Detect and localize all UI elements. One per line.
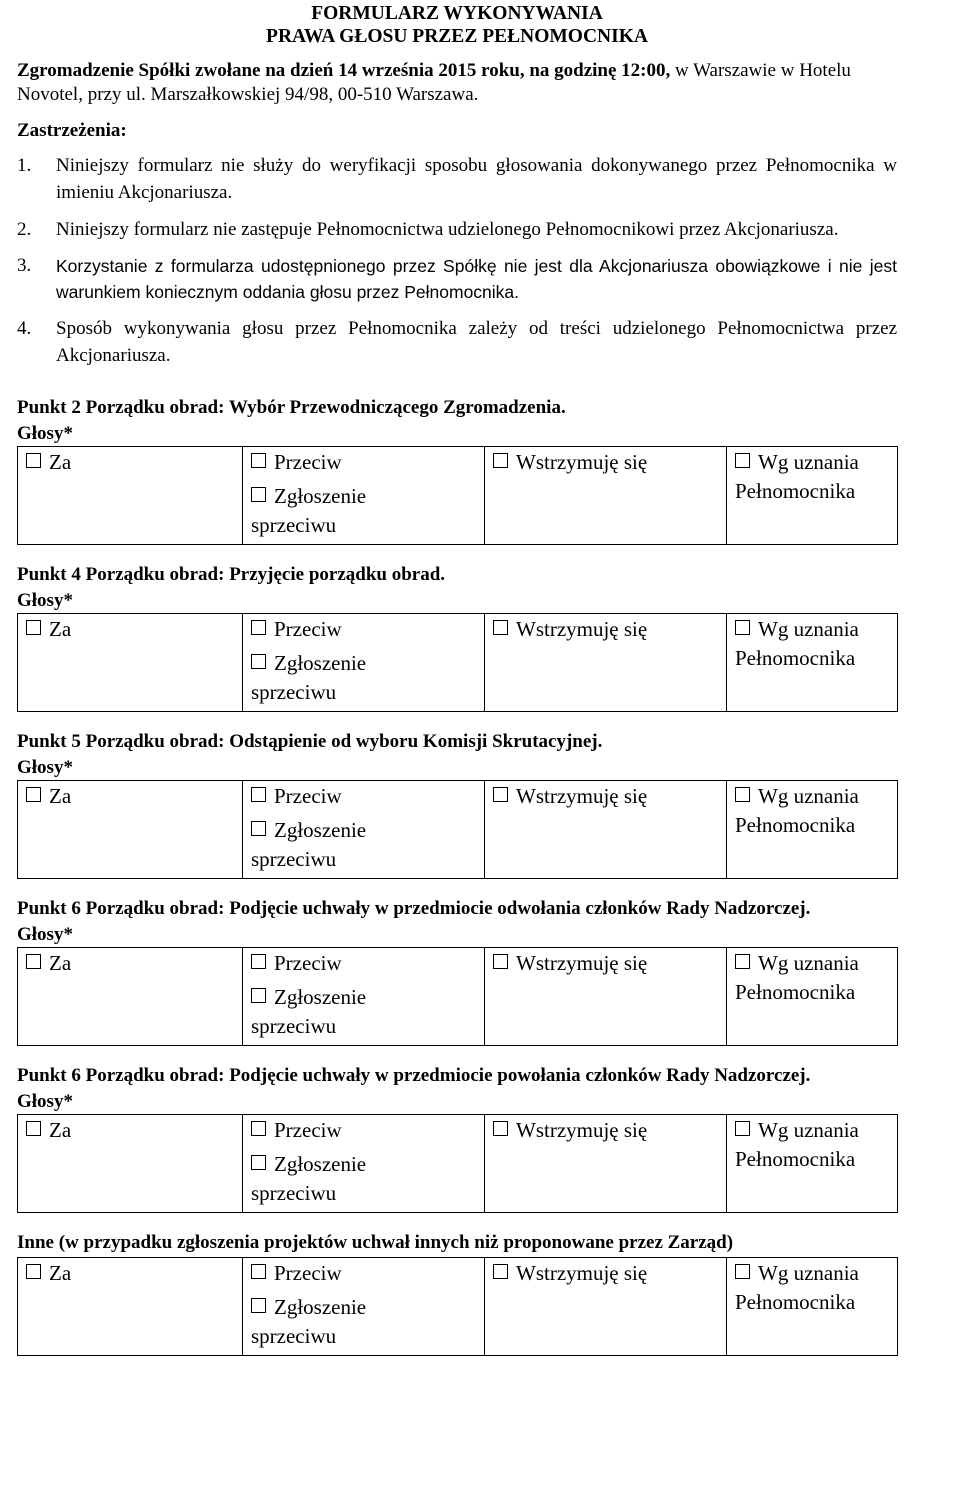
agenda-point bbox=[17, 894, 897, 1046]
option-discretion-label: Wg uznania bbox=[758, 450, 859, 474]
option-for-label: Za bbox=[49, 1261, 72, 1285]
vote-options-table bbox=[17, 446, 898, 545]
option-for-label: Za bbox=[49, 1118, 72, 1142]
agenda-point-title: Punkt 6 Porządku obrad: Podjęcie uchwały w przedmiocie odwołania członków Rady Nadzorczej. bbox=[17, 898, 811, 919]
votes-label: Głosy* bbox=[17, 423, 73, 444]
checkbox-against[interactable] bbox=[251, 1264, 266, 1279]
checkbox-objection[interactable] bbox=[251, 1298, 266, 1313]
vote-cell-against[interactable] bbox=[243, 614, 485, 712]
option-objection-label-2: sprzeciwu bbox=[251, 1181, 337, 1205]
vote-options-table bbox=[17, 947, 898, 1046]
option-against-label: Przeciw bbox=[274, 784, 342, 808]
option-for-label: Za bbox=[49, 450, 72, 474]
votes-label: Głosy* bbox=[17, 924, 73, 945]
agenda-point bbox=[17, 727, 897, 879]
form-title-line-1: FORMULARZ WYKONYWANIA bbox=[311, 3, 603, 24]
option-discretion-label: Wg uznania bbox=[758, 784, 859, 808]
checkbox-discretion[interactable] bbox=[735, 1264, 750, 1279]
checkbox-objection[interactable] bbox=[251, 988, 266, 1003]
checkbox-objection[interactable] bbox=[251, 821, 266, 836]
option-abstain-label: Wstrzymuję się bbox=[516, 450, 648, 474]
option-discretion-label: Wg uznania bbox=[758, 1118, 859, 1142]
option-discretion-label-2: Pełnomocnika bbox=[735, 646, 856, 670]
checkbox-against[interactable] bbox=[251, 620, 266, 635]
vote-cell-against[interactable] bbox=[243, 1115, 485, 1213]
option-for-label: Za bbox=[49, 617, 72, 641]
option-discretion-label: Wg uznania bbox=[758, 617, 859, 641]
votes-label: Głosy* bbox=[17, 757, 73, 778]
vote-cell-against[interactable] bbox=[243, 1258, 485, 1356]
vote-cell-against[interactable] bbox=[243, 447, 485, 545]
option-discretion-label: Wg uznania bbox=[758, 1261, 859, 1285]
vote-options-table bbox=[17, 1114, 898, 1213]
vote-cell-discretion[interactable] bbox=[727, 447, 898, 545]
agenda-point-title: Inne (w przypadku zgłoszenia projektów uchwał innych niż proponowane przez Zarząd) bbox=[17, 1232, 734, 1253]
vote-options-table bbox=[17, 1257, 898, 1356]
agenda-point-title: Punkt 2 Porządku obrad: Wybór Przewodniczącego Zgromadzenia. bbox=[17, 397, 566, 418]
option-against-label: Przeciw bbox=[274, 1118, 342, 1142]
option-objection-label-2: sprzeciwu bbox=[251, 680, 337, 704]
option-objection-label: Zgłoszenie bbox=[274, 651, 367, 675]
reservation-text: Korzystanie z formularza udostępnionego przez Spółkę nie jest dla Akcjonariusza obowiązkowe i nie jest warunkiem koniecznym oddania głosu przez Pełnomocnika. bbox=[56, 256, 897, 302]
checkbox-discretion[interactable] bbox=[735, 954, 750, 969]
vote-cell-discretion[interactable] bbox=[727, 1258, 898, 1356]
checkbox-for[interactable] bbox=[26, 1264, 41, 1279]
vote-cell-for[interactable] bbox=[18, 447, 243, 545]
vote-cell-discretion[interactable] bbox=[727, 614, 898, 712]
checkbox-discretion[interactable] bbox=[735, 787, 750, 802]
option-abstain-label: Wstrzymuję się bbox=[516, 951, 648, 975]
reservation-item bbox=[17, 216, 897, 243]
checkbox-abstain[interactable] bbox=[493, 453, 508, 468]
agenda-point-title: Punkt 6 Porządku obrad: Podjęcie uchwały w przedmiocie powołania członków Rady Nadzorczej. bbox=[17, 1065, 811, 1086]
reservations-list bbox=[17, 152, 897, 369]
checkbox-discretion[interactable] bbox=[735, 620, 750, 635]
option-objection-label-2: sprzeciwu bbox=[251, 847, 337, 871]
vote-cell-for[interactable] bbox=[18, 781, 243, 879]
checkbox-for[interactable] bbox=[26, 954, 41, 969]
option-objection-label-2: sprzeciwu bbox=[251, 513, 337, 537]
form-title-line-2: PRAWA GŁOSU PRZEZ PEŁNOMOCNIKA bbox=[266, 26, 648, 47]
checkbox-abstain[interactable] bbox=[493, 1121, 508, 1136]
checkbox-for[interactable] bbox=[26, 1121, 41, 1136]
option-discretion-label-2: Pełnomocnika bbox=[735, 1147, 856, 1171]
option-against-label: Przeciw bbox=[274, 951, 342, 975]
vote-cell-for[interactable] bbox=[18, 1115, 243, 1213]
checkbox-abstain[interactable] bbox=[493, 620, 508, 635]
agenda-point-title: Punkt 5 Porządku obrad: Odstąpienie od wyboru Komisji Skrutacyjnej. bbox=[17, 731, 603, 752]
vote-cell-abstain[interactable] bbox=[485, 1258, 727, 1356]
votes-label: Głosy* bbox=[17, 590, 73, 611]
option-objection-label: Zgłoszenie bbox=[274, 1152, 367, 1176]
vote-cell-for[interactable] bbox=[18, 1258, 243, 1356]
agenda-point bbox=[17, 560, 897, 712]
vote-cell-discretion[interactable] bbox=[727, 1115, 898, 1213]
agenda-point bbox=[17, 1061, 897, 1213]
agenda-point bbox=[17, 1228, 897, 1356]
checkbox-for[interactable] bbox=[26, 620, 41, 635]
checkbox-abstain[interactable] bbox=[493, 787, 508, 802]
vote-cell-abstain[interactable] bbox=[485, 447, 727, 545]
reservation-text: Niniejszy formularz nie zastępuje Pełnomocnictwa udzielonego Pełnomocnikowi przez Akcjonariusza. bbox=[56, 219, 839, 240]
option-objection-label-2: sprzeciwu bbox=[251, 1014, 337, 1038]
reservation-text: Niniejszy formularz nie służy do weryfikacji sposobu głosowania dokonywanego przez Pełnomocnika w imieniu Akcjonariusza. bbox=[56, 155, 897, 203]
option-abstain-label: Wstrzymuję się bbox=[516, 784, 648, 808]
checkbox-against[interactable] bbox=[251, 787, 266, 802]
option-discretion-label-2: Pełnomocnika bbox=[735, 479, 856, 503]
checkbox-objection[interactable] bbox=[251, 654, 266, 669]
form-page bbox=[17, 0, 897, 1356]
meeting-info-rest: w Warszawie w Hotelu Novotel, przy ul. Marszałkowskiej 94/98, 00-510 Warszawa. bbox=[17, 60, 851, 105]
vote-options-table bbox=[17, 613, 898, 712]
reservation-item bbox=[17, 152, 897, 206]
vote-cell-against[interactable] bbox=[243, 948, 485, 1046]
checkbox-against[interactable] bbox=[251, 1121, 266, 1136]
vote-options-table bbox=[17, 780, 898, 879]
checkbox-against[interactable] bbox=[251, 954, 266, 969]
reservation-item bbox=[17, 253, 897, 305]
reservation-text: Sposób wykonywania głosu przez Pełnomocnika zależy od treści udzielonego Pełnomocnictwa przez Akcjonariusza. bbox=[56, 318, 897, 366]
option-discretion-label: Wg uznania bbox=[758, 951, 859, 975]
reservation-number: 1. bbox=[17, 155, 32, 176]
vote-cell-for[interactable] bbox=[18, 614, 243, 712]
checkbox-discretion[interactable] bbox=[735, 453, 750, 468]
checkbox-for[interactable] bbox=[26, 787, 41, 802]
agenda-point bbox=[17, 393, 897, 545]
vote-cell-discretion[interactable] bbox=[727, 781, 898, 879]
option-abstain-label: Wstrzymuję się bbox=[516, 1118, 648, 1142]
vote-cell-discretion[interactable] bbox=[727, 948, 898, 1046]
option-discretion-label-2: Pełnomocnika bbox=[735, 980, 856, 1004]
reservations-heading: Zastrzeżenia: bbox=[17, 120, 127, 141]
vote-cell-for[interactable] bbox=[18, 948, 243, 1046]
option-abstain-label: Wstrzymuję się bbox=[516, 617, 648, 641]
reservation-number: 3. bbox=[17, 255, 32, 276]
reservation-item bbox=[17, 315, 897, 369]
checkbox-abstain[interactable] bbox=[493, 1264, 508, 1279]
option-for-label: Za bbox=[49, 951, 72, 975]
checkbox-for[interactable] bbox=[26, 453, 41, 468]
option-for-label: Za bbox=[49, 784, 72, 808]
option-abstain-label: Wstrzymuję się bbox=[516, 1261, 648, 1285]
option-against-label: Przeciw bbox=[274, 617, 342, 641]
option-objection-label: Zgłoszenie bbox=[274, 985, 367, 1009]
checkbox-abstain[interactable] bbox=[493, 954, 508, 969]
votes-label: Głosy* bbox=[17, 1091, 73, 1112]
option-objection-label: Zgłoszenie bbox=[274, 484, 367, 508]
option-against-label: Przeciw bbox=[274, 1261, 342, 1285]
option-discretion-label-2: Pełnomocnika bbox=[735, 1290, 856, 1314]
checkbox-objection[interactable] bbox=[251, 1155, 266, 1170]
vote-cell-abstain[interactable] bbox=[485, 1115, 727, 1213]
checkbox-objection[interactable] bbox=[251, 487, 266, 502]
option-objection-label: Zgłoszenie bbox=[274, 818, 367, 842]
option-objection-label-2: sprzeciwu bbox=[251, 1324, 337, 1348]
voting-points bbox=[17, 393, 897, 1356]
meeting-info-bold: Zgromadzenie Spółki zwołane na dzień 14 września 2015 roku, na godzinę 12:00, bbox=[17, 60, 671, 81]
option-discretion-label-2: Pełnomocnika bbox=[735, 813, 856, 837]
reservation-number: 4. bbox=[17, 318, 32, 339]
reservation-number: 2. bbox=[17, 219, 32, 240]
agenda-point-title: Punkt 4 Porządku obrad: Przyjęcie porządku obrad. bbox=[17, 564, 446, 585]
meeting-info bbox=[17, 59, 897, 107]
checkbox-discretion[interactable] bbox=[735, 1121, 750, 1136]
option-objection-label: Zgłoszenie bbox=[274, 1295, 367, 1319]
vote-cell-abstain[interactable] bbox=[485, 781, 727, 879]
option-against-label: Przeciw bbox=[274, 450, 342, 474]
checkbox-against[interactable] bbox=[251, 453, 266, 468]
vote-cell-against[interactable] bbox=[243, 781, 485, 879]
vote-cell-abstain[interactable] bbox=[485, 948, 727, 1046]
vote-cell-abstain[interactable] bbox=[485, 614, 727, 712]
